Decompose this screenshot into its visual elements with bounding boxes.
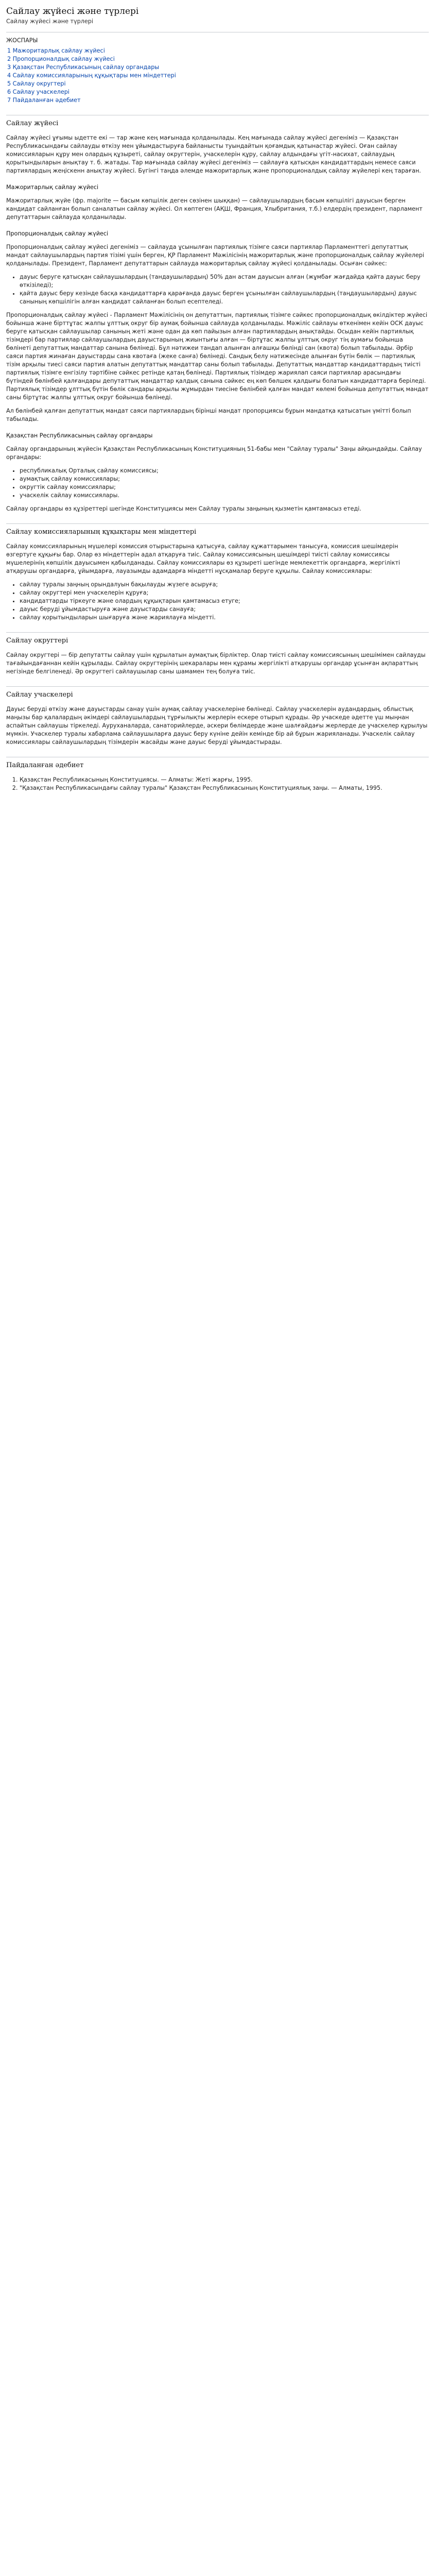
section-heading: Пайдаланған әдебиет	[6, 761, 84, 769]
toc-link-rights[interactable]: 4 Сайлау комиссияларының құқықтары мен міндеттері	[7, 72, 176, 79]
contents-item	[7, 55, 429, 63]
paragraph: Сайлау органдарының жүйесін Қазақстан Республикасының Конституцияның 51-бабы мен "Сайлау туралы" Заңы айқындайды. Сайлау органдары:	[6, 446, 422, 461]
section-stations	[6, 686, 429, 747]
list-item: • аумақтық сайлау комиссиялары;	[20, 475, 429, 483]
toc-link-organs[interactable]: 3 Қазақстан Республикасының сайлау органдары	[7, 64, 160, 71]
contents-item	[7, 72, 429, 80]
list-item: • дауыс беруге қатысқан сайлаушылардың (тандаушылардың) 50% дан астам дауысын алған (жұмбағ жағдайда қайта дауыс беру өткізіледі);	[20, 273, 429, 290]
list-item: • округтік сайлау комиссиялары;	[20, 483, 429, 492]
section-districts	[6, 632, 429, 676]
section-heading: Сайлау комиссияларының құқықтары мен міндеттері	[6, 528, 197, 536]
bullet-list	[6, 467, 429, 500]
contents-item	[7, 80, 429, 88]
toc-link-proportional[interactable]: 2 Пропорционалдық сайлау жүйесі	[7, 56, 115, 62]
contents-item	[7, 63, 429, 72]
paragraph: Сайлау жүйесі ұғымы ыдетте екі — тар және кең мағынада қолданылады. Кең мағынада сайлау жүйесі дегеніміз — Қазақстан Республикасындағы сайлауды өткізу мен ұйымдастыруға байланысты туындайтын қоғамдық қатынастар жүйесі. Оған сайлау комиссияларын құру мен олардың құзыреті, сайлау округтерін, учаскелерін құру, сайлау алдындағы үгіт-насихат, сайлаудың қорытындыларын анықтау т. б. жатады. Тар мағынада сайлау жүйесі дегеніміз — сайлауға қатысқан кандидаттардың немесе саяси партиялардың жеңіскенн анықтау жүйесі. Бүгінгі таңда әлемде мажоритарлық және пропорционалдық сайлау жүйелері кең тараған.	[6, 134, 421, 174]
list-item: • сайлау туралы заңның орындалуын бақылауды жүзеге асыруға;	[20, 581, 429, 589]
paragraph: Сайлау комиссияларының мүшелері комиссия отырыстарына қатысуға, сайлау құжаттарымен танысуға, комиссия шешімдерін өзгертуге құқығы бар. Олар өз міндеттерін адал атқаруға тиіс. Сайлау комиссиясының шешімдері тиісті сайлау комиссиясы мүшелерінің көпшілік дауысымен қабылданады. Сайлау комиссиялары өз құзыреті шегінде мемлекеттік органдарға, жергілікті атқарушы органдарға, ұйымдарға, лауазымды адамдарға міндетті нұсқамалар беруге құқылы. Сайлау комиссиялары:	[6, 543, 400, 574]
page-subtitle: Сайлау жүйесі және түрлері	[6, 18, 93, 25]
toc-link-stations[interactable]: 6 Сайлау учаскелері	[7, 89, 69, 95]
section-heading: Сайлау жүйесі	[6, 120, 59, 127]
reference-item: 1. Қазақстан Республикасының Конституциясы. — Алматы: Жеті жарғы, 1995.	[20, 776, 429, 784]
section-references	[6, 757, 429, 792]
contents-item	[7, 88, 429, 96]
paragraph: Ал бөлінбей қалған депутаттық мандат саяси партиялардың бірінші мандат пропорциясы бұрын мандатқа қатысатын үмітті болып табылады.	[6, 408, 411, 422]
subsection-heading-majoritarian: Мажоритарлық сайлау жүйесі	[6, 184, 99, 191]
contents-heading: ЖОСПАРЫ	[6, 37, 38, 44]
section-heading: Сайлау округтері	[6, 637, 68, 645]
list-item: • республикалық Орталық сайлау комиссиясы;	[20, 467, 429, 475]
paragraph: Пропорционалдық сайлау жүйесі - Парламент Мәжілісінің он депутаттын, партиялық тізімге сәйкес пропорционалдық өкілдіктер жүйесі бойынша және бірттұтас жалпы ұлттық округ бір аумақ бойынша сайлауда қолданылады. Мәжіліс сайлауы өткенімен кейін ОСК дауыс беруге қатысқан сайлаушылар санының жеті және одан да көп пайызын алған партиялардың анықтайды. Осыдан кейін партиялық тізімдері бар партиялар сайлаушылардың дауыстарының жиынтығы алған — біртұтас жалпы ұлттық округ тің аумағы бойынша бөлінеті депутаттық мандаттар санына бөлінеді. Бұл нәтижеи тандап алынған алғашқы бөлінді сан (квота) болып табылады. Әрбір саяси партия жинаған дауыстарды сана квотаға (жеке санға) бөлінеді. Сандық белу нәтижесінде алынған бүтін бөлік — партиялық тізім арқылы тиесі саяси партия алатын депутаттық мандаттар саны болып табылады. Депутаттық мандаттар кандидаттардың тиісті партиялық тізімге енгізілу тәртібіне сәйкес ретінде қатаң бөлінеді. Партиялық тізімдер жариялап саяси партиялар арасындағы бүтіндей бөлінбей қалғандары депутаттық мандаттар қалдық санына сәйкес ең көп бөлшек қалдығы болатын кандидаттарға беріледі. Партиялық тізімдер ұлттық бүтін бөлік сандары арқылы жұмырдан тиесіне бөлінбей қалған мандат көлемі бойынша депутаттық мандат саны біртұтас жалпы ұлттық округ бойынша бөлінеді.	[6, 312, 429, 401]
reference-item: 2. "Қазақстан Республикасындағы сайлау туралы" Қазақстан Республикасының Конституциялық заңы. — Алматы, 1995.	[20, 784, 429, 792]
contents-list	[6, 47, 429, 105]
list-item: • сайлау қорытындыларын шығаруға және жариялауға міндетті.	[20, 614, 429, 622]
paragraph: Мажоритарлық жүйе (фр. majorite — басым көпшілік деген сөзінен шыққан) — сайлаушылардың басым көпшілігі дауысын берген кандидат сайланған болып саналатын сайлау жүйесі. Ол көптеген (АҚШ, Франция, Ұлыбритания, т.б.) елдердің президент, парламент депутаттарын сайлауда қолданылады.	[6, 197, 423, 221]
toc-link-majoritarian[interactable]: 1 Мажоритарлық сайлау жүйесі	[7, 47, 105, 54]
toc-link-references[interactable]: 7 Пайдаланған әдебиет	[7, 97, 81, 104]
list-item: • кандидаттарды тіркеуге және олардың құқықтарын қамтамасыз етуге;	[20, 597, 429, 605]
bullet-list	[6, 273, 429, 306]
reference-list	[6, 776, 429, 792]
table-of-contents	[6, 32, 429, 105]
contents-item	[7, 47, 429, 55]
paragraph: Пропорционалдық сайлау жүйесі дегеніміз — сайлауда ұсынылған партиялық тізімге саяси партиялар Парламенттегі депутаттық мандат сайлаушылардың партия тізімі үшін берген, ҚР Парламент Мәжілісінің мажоритарлық және пропорционалдық сайлау жүйелері қолданылады. Президент, Парламент депутаттарын сайлауда мажоритарлық сайлау жүйесі қолданылады. Осыған сәйкес:	[6, 244, 424, 267]
section-rights	[6, 523, 429, 622]
article-page	[0, 0, 436, 813]
contents-item	[7, 96, 429, 105]
section-intro	[6, 115, 429, 513]
list-item: • қайта дауыс беру кезінде басқа кандидаттарға қарағанда дауыс берген ұсынылған сайлаушылардың (таңдаушылардың) дауыс санының көпшілігін алған кандидат сайланған болып есептеледі.	[20, 290, 429, 306]
subsection-heading-organs: Қазақстан Республикасының сайлау органдары	[6, 432, 153, 439]
paragraph: Сайлау округтері — бір депутатты сайлау үшін құрылатын аумақтық бірліктер. Олар тиісті сайлау комиссиясының шешімімен сайлауды тағайындағаннан кейін құрылады. Сайлау округтерінің шекаралары мен құрамы жергілікті атқарушы органдар ұсынған ақпараттың негізінде белгіленеді. Әр округтегі сайлаушылар саны шамамен тең болуға тиіс.	[6, 652, 426, 675]
toc-link-districts[interactable]: 5 Сайлау округтері	[7, 80, 66, 87]
page-title: Сайлау жүйесі және түрлері	[6, 6, 139, 16]
list-item: • учаскелік сайлау комиссиялары.	[20, 492, 429, 500]
list-item: • дауыс беруді ұйымдастыруға және дауыстарды санауға;	[20, 605, 429, 614]
paragraph: Дауыс беруді өткізу және дауыстарды санау үшін аумақ сайлау учаскелеріне бөлінеді. Сайлау учаскелерін аудандардың, облыстық маңызы бар қалалардың әкімдері сайлаушылардың тұрғылықты жерлерін ескере отырып құрады. Әр учаскеде әдетте үш мыңнан аспайтын сайлаушы тіркеледі. Ауруханаларда, санаторийлерде, әскери бөлімдерде және шалғайдағы жерлерде де учаскелер құрылуы мүмкін. Учаскелер туралы хабарлама сайлаушыларға дауыс беру күніне дейін кемінде бір ай бұрын жарияланады. Учаскелік сайлау комиссиялары сайлаушылардың тізімдерін жасайды және дауыс беруді ұйымдастырады.	[6, 706, 428, 745]
paragraph: Сайлау органдары өз құзіреттері шегінде Конституциясы мен Сайлау туралы заңының қызметін қамтамасыз етеді.	[6, 505, 361, 512]
section-heading: Сайлау учаскелері	[6, 691, 73, 699]
bullet-list	[6, 581, 429, 622]
subsection-heading-proportional: Пропорционалдық сайлау жүйесі	[6, 230, 109, 237]
list-item: • сайлау округтері мен учаскелерін құруға;	[20, 589, 429, 597]
